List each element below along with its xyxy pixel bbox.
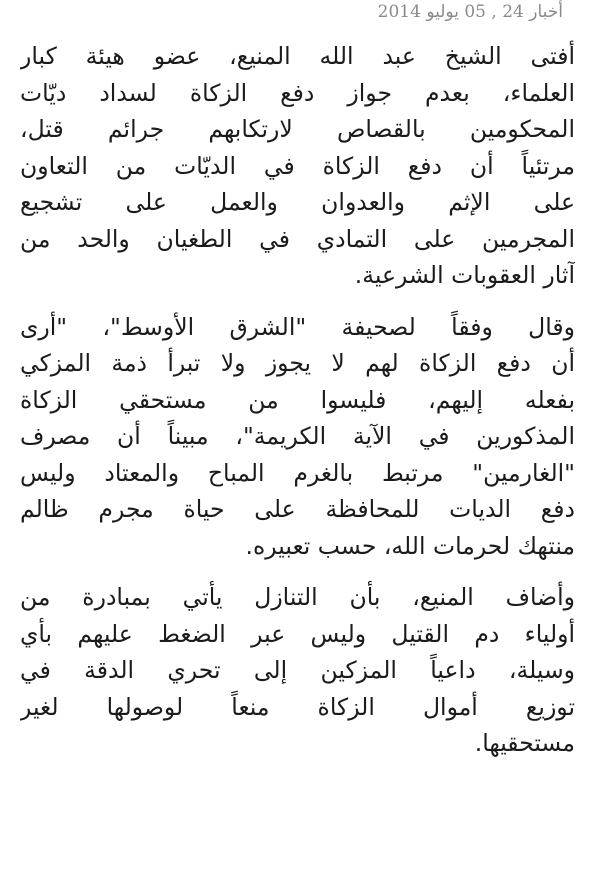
text-line: وأضاف المنيع، بأن التنازل يأتي بمبادرة من — [20, 583, 575, 611]
text-line: أفتى الشيخ عبد الله المنيع، عضو هيئة كبار — [20, 42, 575, 70]
text-line: أن دفع الزكاة لهم لا يجوز ولا تبرأ ذمة المزكي — [20, 349, 575, 377]
text-line: وقال وفقاً لصحيفة "الشرق الأوسط"، "أرى — [20, 312, 575, 341]
text-line: أولياء دم القتيل وليس عبر الضغط عليهم بأي — [20, 619, 575, 648]
text-line: آثار العقوبات الشرعية. — [354, 261, 575, 289]
date-label: 05 يوليو 2014 — [377, 2, 486, 22]
text-line: "الغارمين" مرتبط بالغرم المباح والمعتاد وليس — [20, 458, 575, 487]
text-line: مستحقيها. — [474, 729, 575, 757]
paragraph-3 — [20, 579, 575, 762]
text-line: المجرمين على التمادي في الطغيان والحد من — [20, 224, 575, 253]
text-line: دفع الديات للمحافظة على حياة مجرم ظالم — [20, 495, 575, 523]
paragraph-2 — [20, 309, 575, 565]
article-body — [20, 38, 575, 762]
text-line: منتهك لحرمات الله، حسب تعبيره. — [245, 531, 575, 560]
separator: , — [491, 2, 497, 22]
text-line: العلماء، بعدم جواز دفع الزكاة لسداد ديّات — [20, 78, 575, 107]
text-line: توزيع أموال الزكاة منعاً لوصولها لغير — [20, 692, 575, 721]
text-line: مرتئياً أن دفع الزكاة في الديّات من التعاون — [20, 151, 575, 180]
text-line: بفعله إليهم، فليسوا من مستحقي الزكاة — [20, 385, 575, 414]
article-source-date — [378, 2, 563, 22]
text-line: المذكورين في الآية الكريمة"، مبيناً أن مصرف — [20, 422, 575, 450]
paragraph-1 — [20, 38, 575, 294]
source-label: أخبار 24 — [502, 2, 563, 22]
text-line: المحكومين بالقصاص لارتكابهم جرائم قتل، — [20, 115, 575, 143]
text-line: وسيلة، داعياً المزكين إلى تحري الدقة في — [20, 656, 575, 684]
text-line: على الإثم والعدوان والعمل على تشجيع — [20, 188, 575, 216]
